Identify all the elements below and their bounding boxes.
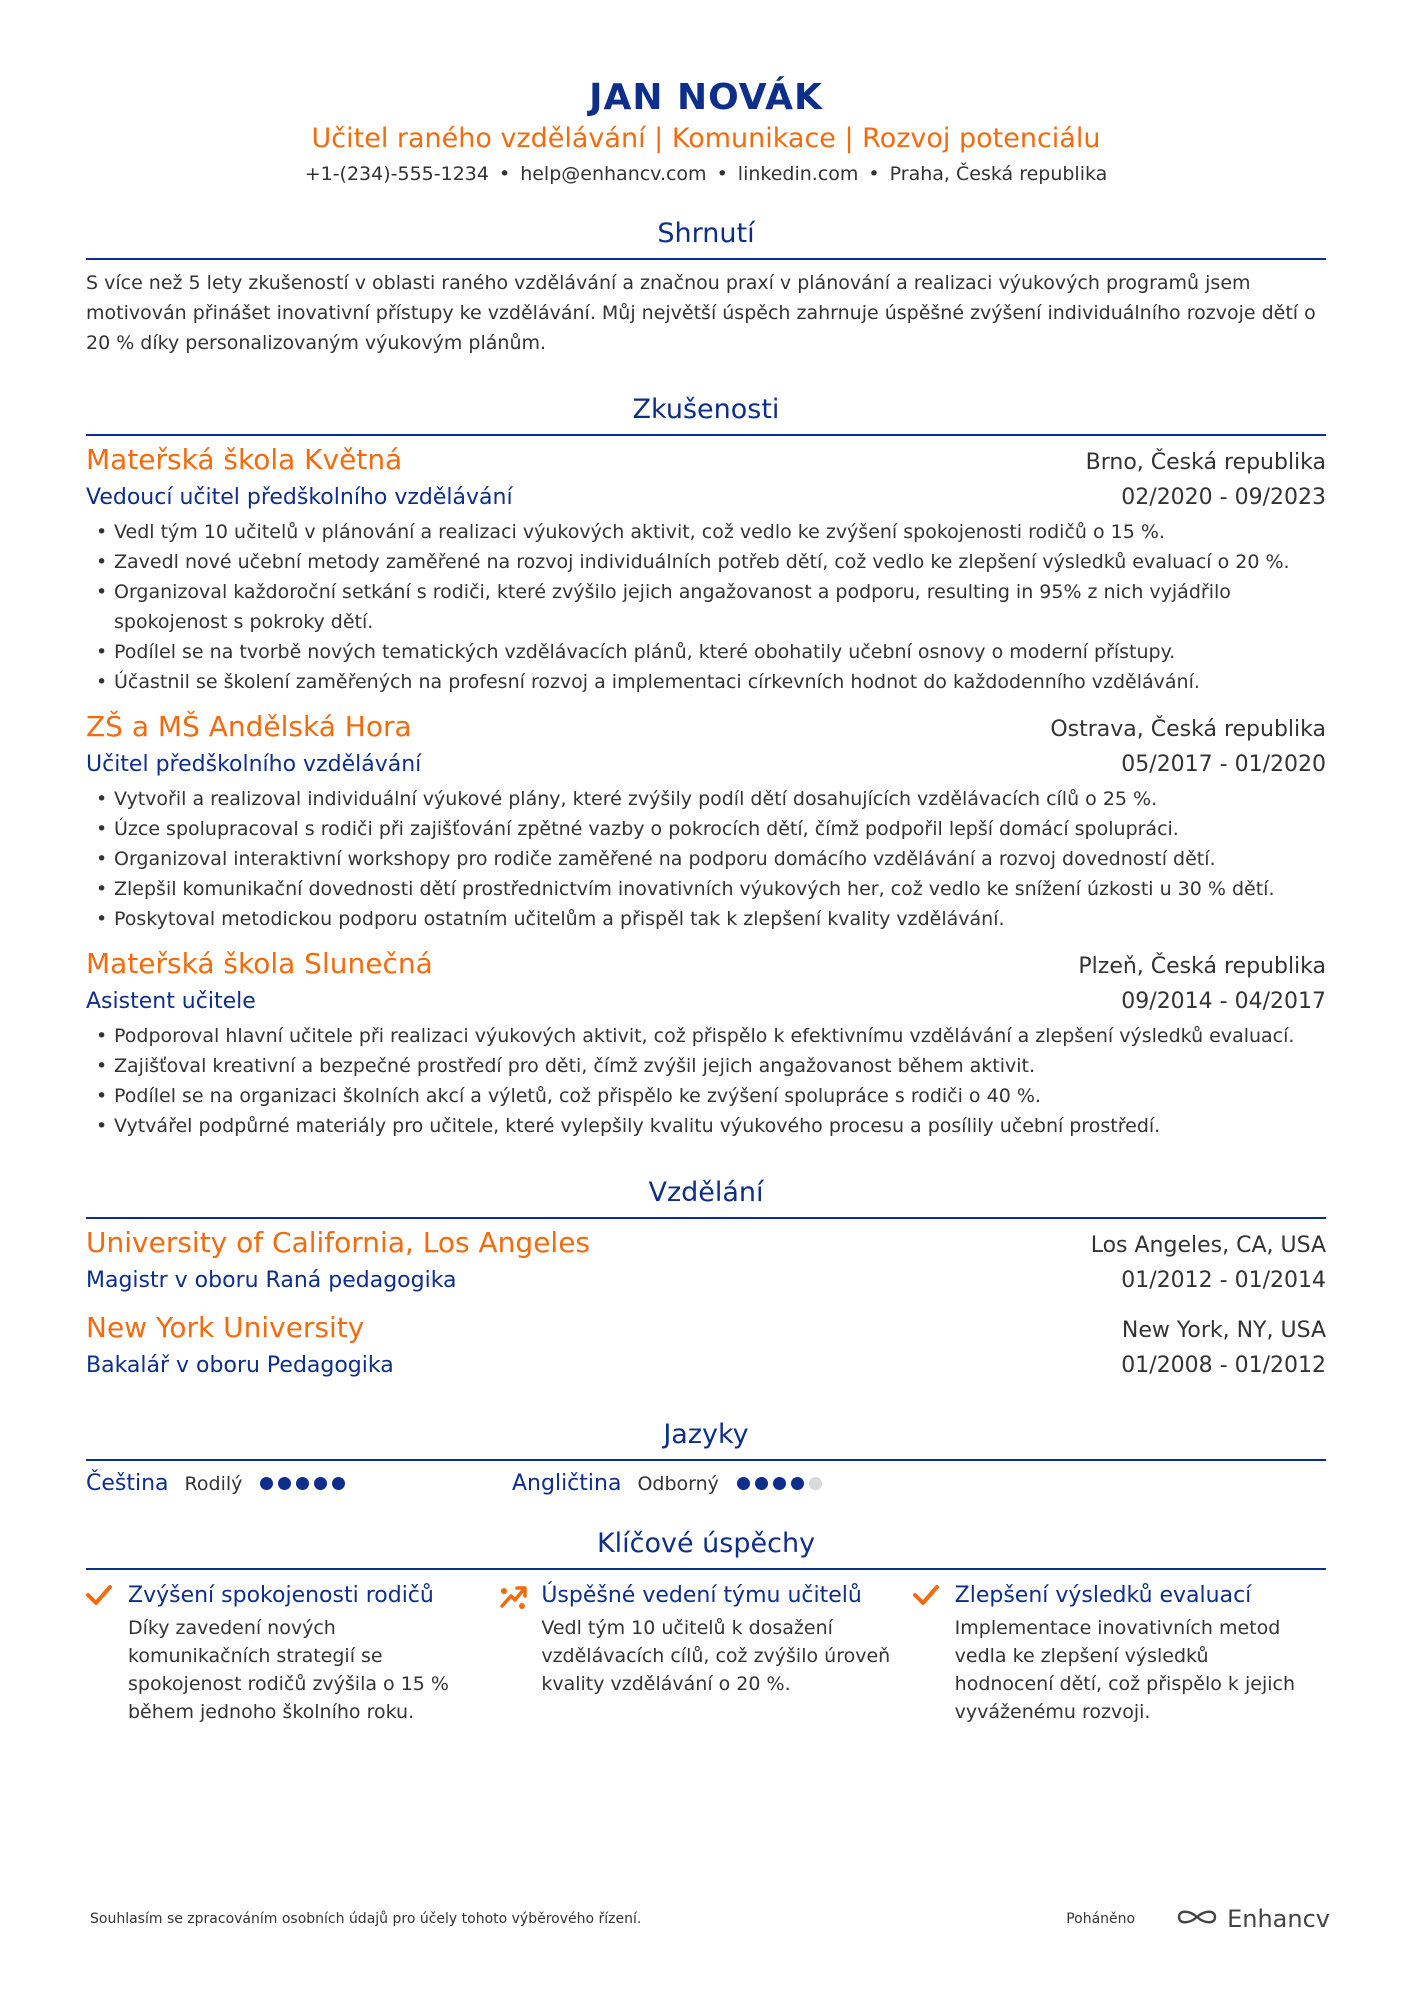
separator: • xyxy=(868,163,880,185)
language-rating xyxy=(260,1477,345,1490)
job-company: Mateřská škola Slunečná xyxy=(86,947,433,980)
achievement-item xyxy=(913,1580,1326,1726)
edu-school: University of California, Los Angeles xyxy=(86,1226,591,1259)
growth-icon xyxy=(499,1580,541,1726)
rating-dot-filled xyxy=(314,1477,327,1490)
brand-name: Enhancv xyxy=(1227,1905,1330,1933)
contact-line xyxy=(86,160,1326,188)
edu-school: New York University xyxy=(86,1311,365,1344)
rating-dot-filled xyxy=(332,1477,345,1490)
job-bullet: • Podílel se na organizaci školních akcí a výletů, což přispělo ke zvýšení spolupráce s rodiči o 40 %. xyxy=(86,1081,1326,1111)
achievement-item xyxy=(86,1580,499,1726)
summary-heading: Shrnutí xyxy=(86,216,1326,260)
job-entry xyxy=(86,440,1326,697)
rating-dot-filled xyxy=(278,1477,291,1490)
job-bullet: • Poskytoval metodickou podporu ostatním učitelům a přispěl tak k zlepšení kvality vzdělávání. xyxy=(86,904,1326,934)
education-entry xyxy=(86,1308,1326,1383)
rating-dot-filled xyxy=(737,1477,750,1490)
enhancv-logo-icon xyxy=(1175,1906,1219,1932)
job-bullets xyxy=(86,517,1326,697)
job-location: Ostrava, Česká republika xyxy=(1050,717,1326,742)
job-role: Vedoucí učitel předškolního vzdělávání xyxy=(86,485,513,510)
achievements-section xyxy=(86,1526,1326,1726)
job-bullet: • Zajišťoval kreativní a bezpečné prostředí pro děti, čímž zvýšil jejich angažovanost během aktivit. xyxy=(86,1051,1326,1081)
achievement-desc: Implementace inovativních metod vedla ke zlepšení výsledků hodnocení dětí, což přispělo k jejich vyváženému rozvoji. xyxy=(954,1617,1295,1723)
language-level: Odborný xyxy=(637,1473,719,1495)
job-dates: 05/2017 - 01/2020 xyxy=(1121,752,1326,777)
email[interactable]: help@enhancv.com xyxy=(520,163,707,185)
job-location: Plzeň, Česká republika xyxy=(1078,954,1326,979)
experience-section xyxy=(86,392,1326,1141)
achievement-desc: Vedl tým 10 učitelů k dosažení vzdělávacích cílů, což zvýšilo úroveň kvality vzdělávání o 20 %. xyxy=(541,1617,891,1695)
rating-dot-empty xyxy=(809,1477,822,1490)
job-dates: 02/2020 - 09/2023 xyxy=(1121,485,1326,510)
achievement-title: Zvýšení spokojenosti rodičů xyxy=(128,1583,434,1608)
language-rating xyxy=(737,1477,822,1490)
job-entry xyxy=(86,707,1326,934)
achievement-desc: Díky zavedení nových komunikačních strategií se spokojenost rodičů zvýšila o 15 % během jednoho školního roku. xyxy=(128,1617,449,1723)
separator: • xyxy=(716,163,728,185)
location: Praha, Česká republika xyxy=(889,163,1108,185)
language-item xyxy=(512,1471,938,1496)
rating-dot-filled xyxy=(296,1477,309,1490)
job-role: Asistent učitele xyxy=(86,989,256,1014)
resume-header xyxy=(86,0,1326,188)
job-location: Brno, Česká republika xyxy=(1085,450,1326,475)
experience-heading: Zkušenosti xyxy=(86,392,1326,436)
job-bullet: • Organizoval interaktivní workshopy pro rodiče zaměřené na podporu domácího vzdělávání a rozvoj dovedností dětí. xyxy=(86,844,1326,874)
job-bullet: • Vedl tým 10 učitelů v plánování a realizaci výukových aktivit, což vedlo ke zvýšení spokojenosti rodičů o 15 %. xyxy=(86,517,1326,547)
summary-text: S více než 5 lety zkušeností v oblasti raného vzdělávání a značnou praxí v plánování a realizaci výukových programů jsem motivován přinášet inovativní přístupy ke vzdělávání. Můj největší úspěch zahrnuje úspěšné zvýšení individuálního rozvoje dětí o 20 % díky personalizovaným výukovým plánům. xyxy=(86,272,1316,354)
achievements-heading: Klíčové úspěchy xyxy=(86,1526,1326,1570)
job-entry xyxy=(86,944,1326,1141)
powered-by xyxy=(1066,1905,1330,1933)
separator: • xyxy=(498,163,511,185)
job-bullet: • Účastnil se školení zaměřených na profesní rozvoj a implementaci církevních hodnot do každodenního vzdělávání. xyxy=(86,667,1326,697)
powered-label: Poháněno xyxy=(1066,1911,1136,1927)
job-bullet: • Zlepšil komunikační dovednosti dětí prostřednictvím inovativních výukových her, což vedlo ke snížení úzkosti u 30 % dětí. xyxy=(86,874,1326,904)
job-bullets xyxy=(86,784,1326,934)
job-company: ZŠ a MŠ Andělská Hora xyxy=(86,710,412,743)
achievement-title: Zlepšení výsledků evaluací xyxy=(954,1583,1252,1608)
resume-page xyxy=(86,0,1326,1726)
language-name: Čeština xyxy=(86,1471,169,1496)
linkedin[interactable]: linkedin.com xyxy=(737,163,859,185)
languages-list xyxy=(86,1471,1326,1496)
job-bullet: • Podporoval hlavní učitele při realizaci výukových aktivit, což přispělo k efektivnímu vzdělávání a zlepšení výsledků evaluací. xyxy=(86,1021,1326,1051)
rating-dot-filled xyxy=(755,1477,768,1490)
check-icon xyxy=(86,1580,128,1726)
rating-dot-filled xyxy=(791,1477,804,1490)
candidate-name: JAN NOVÁK xyxy=(589,77,823,118)
edu-location: New York, NY, USA xyxy=(1121,1318,1326,1343)
languages-section xyxy=(86,1417,1326,1496)
job-bullet: • Organizoval každoroční setkání s rodiči, které zvýšilo jejich angažovanost a podporu, resulting in 95% z nich vyjádřilo spokojenost s pokroky dětí. xyxy=(86,577,1326,637)
edu-dates: 01/2008 - 01/2012 xyxy=(1121,1353,1326,1378)
consent-text: Souhlasím se zpracováním osobních údajů pro účely tohoto výběrového řízení. xyxy=(90,1911,642,1927)
language-item xyxy=(86,1471,512,1496)
rating-dot-filled xyxy=(260,1477,273,1490)
summary-section xyxy=(86,216,1326,358)
job-bullet: • Vytvářel podpůrné materiály pro učitele, které vylepšily kvalitu výukového procesu a posílily učební prostředí. xyxy=(86,1111,1326,1141)
education-section xyxy=(86,1175,1326,1383)
edu-location: Los Angeles, CA, USA xyxy=(1090,1233,1326,1258)
achievement-title: Úspěšné vedení týmu učitelů xyxy=(541,1583,862,1608)
candidate-title: Učitel raného vzdělávání | Komunikace | Rozvoj potenciálu xyxy=(311,123,1101,154)
job-bullet: • Zavedl nové učební metody zaměřené na rozvoj individuálních potřeb dětí, což vedlo ke zlepšení výsledků evaluací o 20 %. xyxy=(86,547,1326,577)
education-entry xyxy=(86,1223,1326,1298)
job-bullet: • Podílel se na tvorbě nových tematických vzdělávacích plánů, které obohatily učební osnovy o moderní přístupy. xyxy=(86,637,1326,667)
education-heading: Vzdělání xyxy=(86,1175,1326,1219)
language-level: Rodilý xyxy=(184,1473,243,1495)
job-bullet: • Úzce spolupracoval s rodiči při zajišťování zpětné vazby o pokrocích dětí, čímž podpořil lepší domácí spolupráci. xyxy=(86,814,1326,844)
rating-dot-filled xyxy=(773,1477,786,1490)
page-footer xyxy=(90,1905,1330,1933)
language-name: Angličtina xyxy=(512,1471,622,1496)
edu-degree: Bakalář v oboru Pedagogika xyxy=(86,1353,394,1378)
phone: +1-(234)-555-1234 xyxy=(304,163,489,185)
check-icon xyxy=(913,1580,955,1726)
edu-dates: 01/2012 - 01/2014 xyxy=(1121,1268,1326,1293)
job-bullet: • Vytvořil a realizoval individuální výukové plány, které zvýšily podíl dětí dosahujících vzdělávacích cílů o 25 %. xyxy=(86,784,1326,814)
job-bullets xyxy=(86,1021,1326,1141)
languages-heading: Jazyky xyxy=(86,1417,1326,1461)
achievements-list xyxy=(86,1580,1326,1726)
job-role: Učitel předškolního vzdělávání xyxy=(86,752,422,777)
achievement-item xyxy=(499,1580,912,1726)
edu-degree: Magistr v oboru Raná pedagogika xyxy=(86,1268,457,1293)
job-dates: 09/2014 - 04/2017 xyxy=(1121,989,1326,1014)
job-company: Mateřská škola Květná xyxy=(86,443,403,476)
